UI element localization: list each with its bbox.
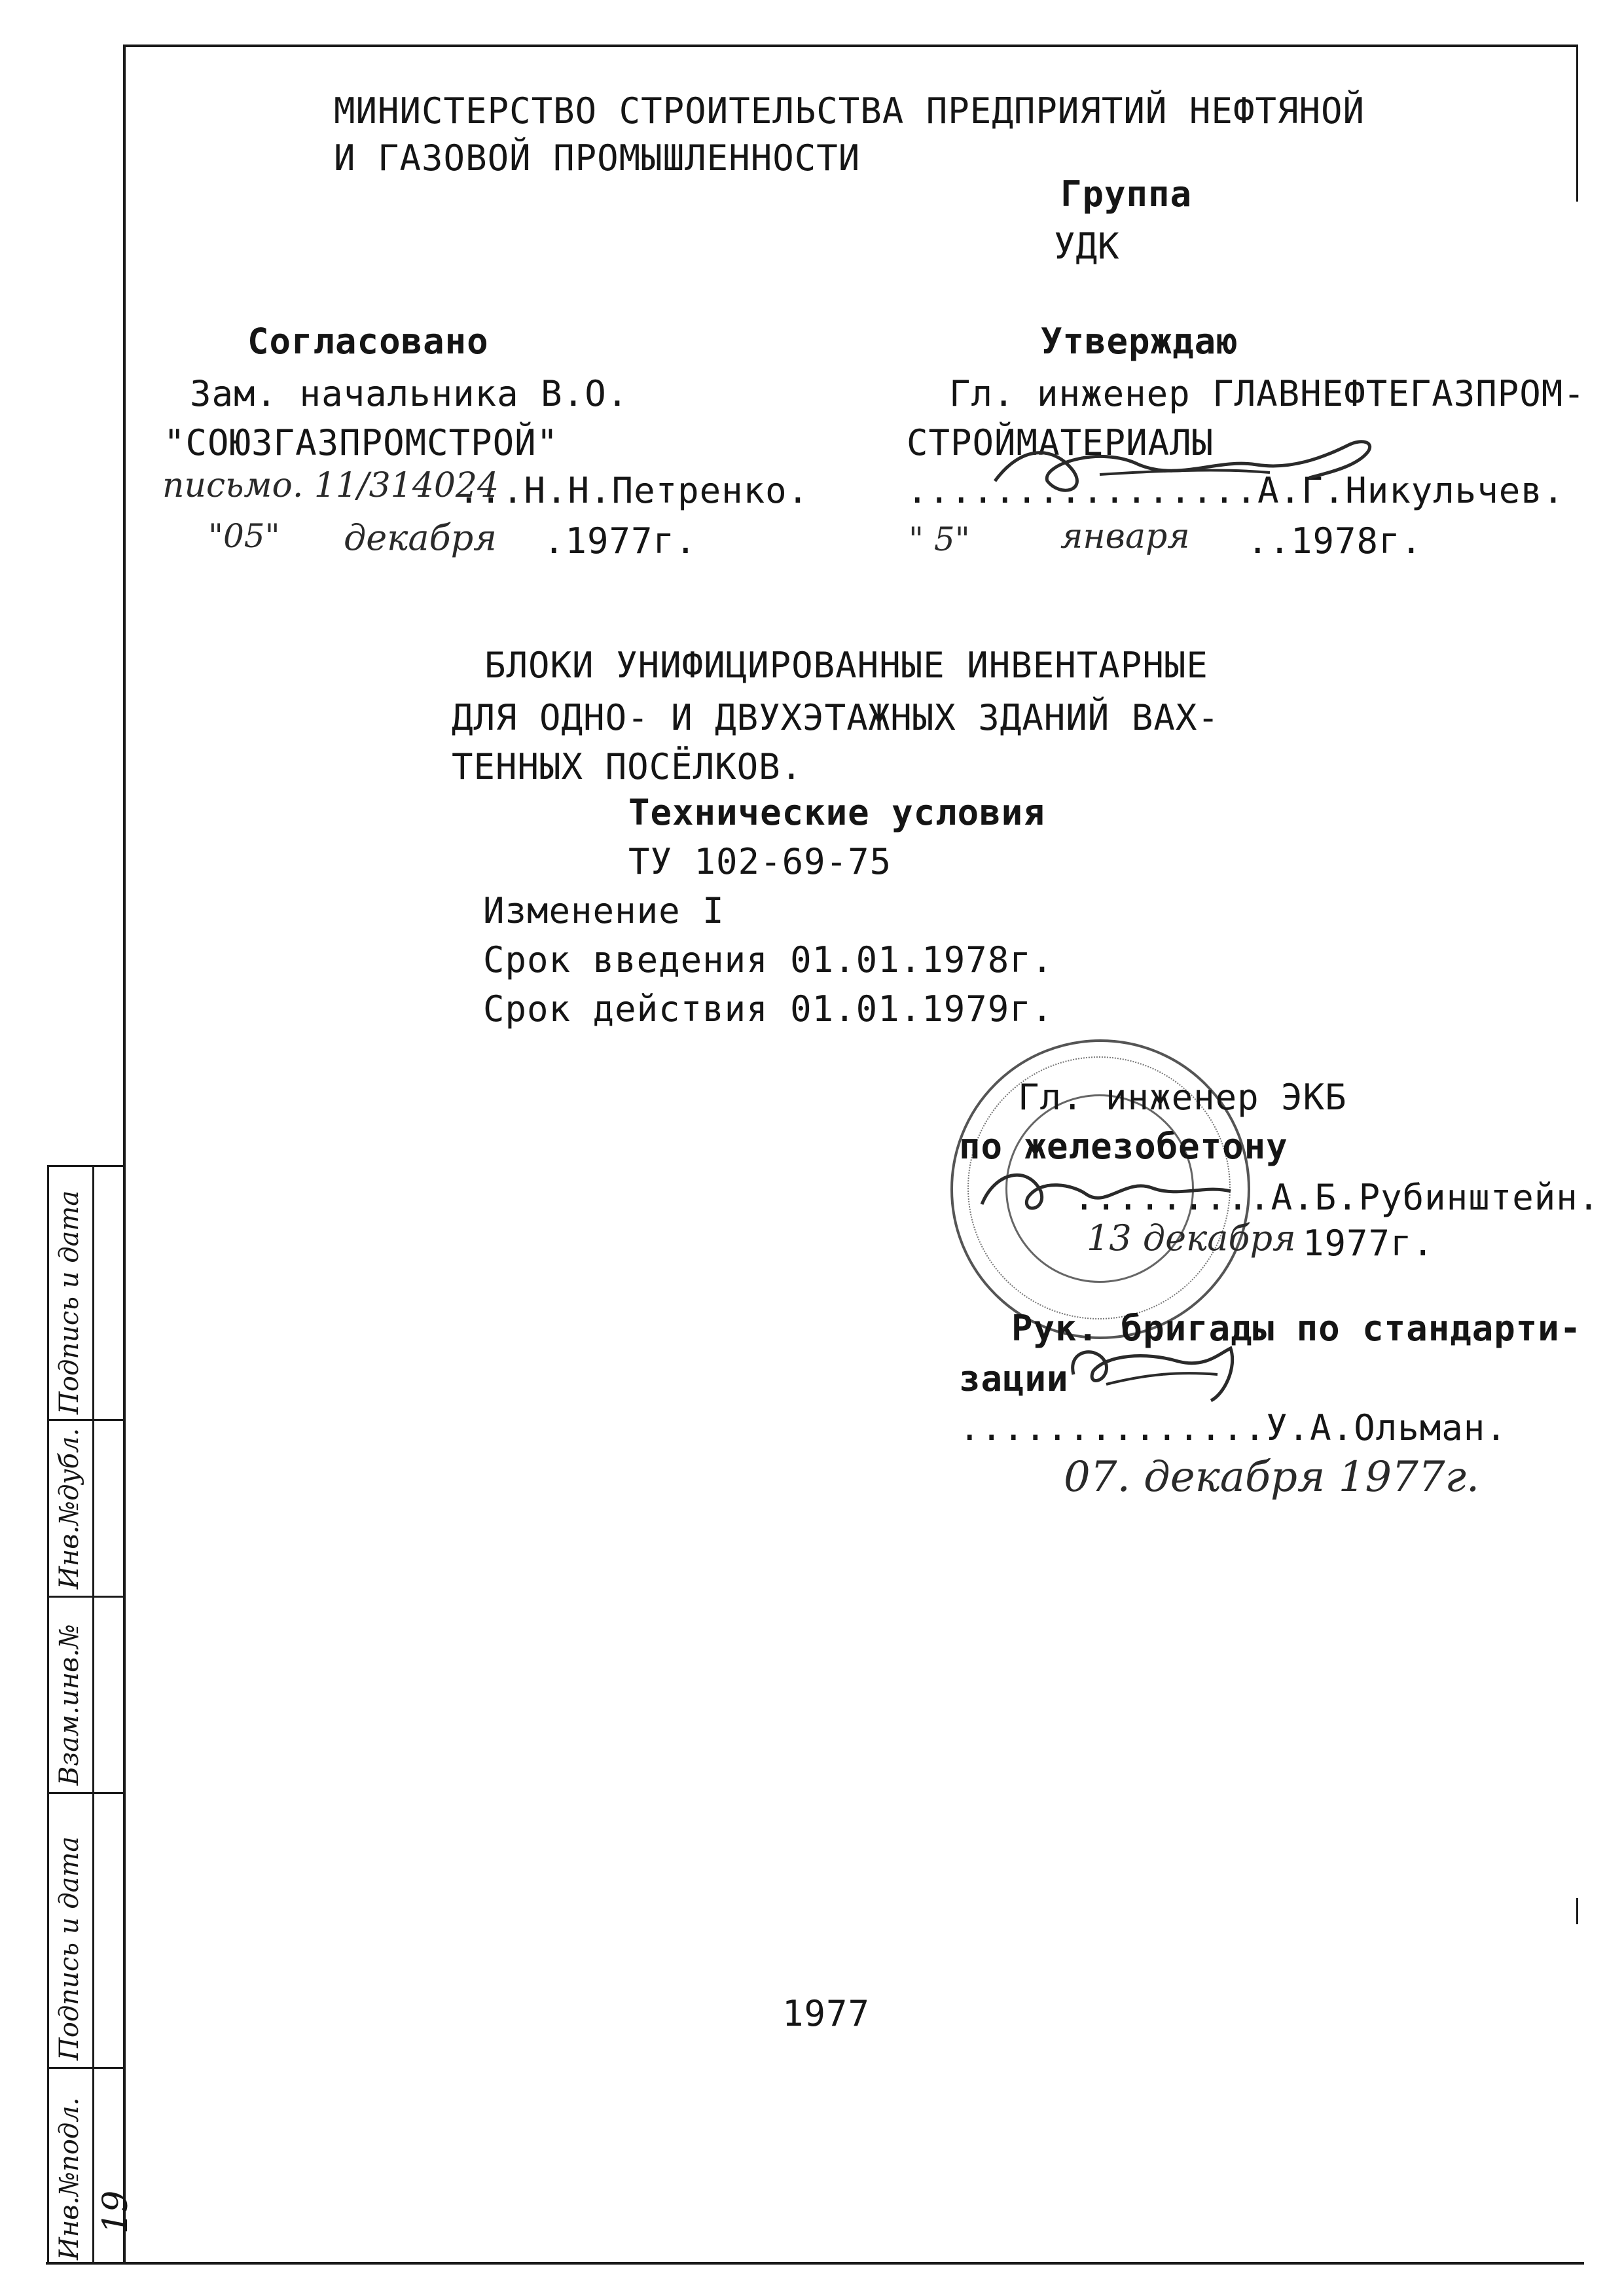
side-stamp-row-line <box>49 1596 125 1598</box>
standards-sign-line: ..............У.А.Ольман. <box>959 1407 1507 1448</box>
group-label: Группа <box>1060 173 1193 215</box>
standards-line-1: Рук. бригады по стандарти- <box>1011 1308 1582 1349</box>
ekb-date-handwritten: 13 декабря <box>1087 1217 1296 1259</box>
ekb-sign-line: .........А.Б.Рубинштейн. <box>1074 1177 1600 1218</box>
side-stamp-strip <box>47 1165 135 2263</box>
ekb-line-2: по железобетону <box>959 1126 1288 1167</box>
approved-signature <box>982 419 1388 504</box>
side-stamp-cell-sign-date-2: Подпись и дата <box>54 1190 84 1414</box>
standards-line-2: зации <box>959 1358 1069 1399</box>
standards-signature <box>1047 1335 1309 1407</box>
standards-date-handwritten: 07. декабря 1977г. <box>1064 1453 1480 1501</box>
side-stamp-cell-replace-inv: Взам.инв.№ <box>54 1624 84 1785</box>
approved-date-day: " 5" <box>909 520 970 558</box>
side-stamp-number: 19 <box>96 2190 135 2234</box>
side-stamp-row-line <box>49 2067 125 2069</box>
doc-subtitle: Технические условия <box>628 792 1045 833</box>
side-stamp-row-line <box>49 1792 125 1794</box>
agreed-line-1: Зам. начальника В.О. <box>190 373 629 414</box>
udk-label: УДК <box>1054 226 1120 267</box>
ministry-line-2: И ГАЗОВОЙ ПРОМЫШЛЕННОСТИ <box>334 137 861 179</box>
side-stamp-divider <box>92 1167 94 2263</box>
doc-intro-date: Срок введения 01.01.1978г. <box>483 939 1054 980</box>
ekb-date-year: 1977г. <box>1303 1223 1435 1264</box>
agreed-date-year: .1977г. <box>543 520 697 562</box>
ministry-line-1: МИНИСТЕРСТВО СТРОИТЕЛЬСТВА ПРЕДПРИЯТИЙ НЕФТЯНОЙ <box>334 90 1365 132</box>
footer-year: 1977 <box>782 1993 871 2034</box>
frame-top-border <box>124 45 1578 47</box>
doc-title-line-2: ДЛЯ ОДНО- И ДВУХЭТАЖНЫХ ЗДАНИЙ ВАХ- <box>452 697 1219 738</box>
approved-title: Утверждаю <box>1041 321 1238 362</box>
approved-line-1: Гл. инженер ГЛАВНЕФТЕГАЗПРОМ- <box>949 373 1585 414</box>
approved-sign-line: ................А.Г.Никульчев. <box>907 470 1565 511</box>
agreed-date-day: "05" <box>208 517 280 555</box>
side-stamp-row-line <box>49 1419 125 1421</box>
frame-right-border <box>1576 45 1578 202</box>
frame-bottom-border <box>46 2262 1584 2265</box>
doc-title-line-3: ТЕННЫХ ПОСЁЛКОВ. <box>452 746 803 787</box>
doc-valid-date: Срок действия 01.01.1979г. <box>483 988 1054 1030</box>
frame-right-mark <box>1576 1898 1578 1924</box>
agreed-letter-handwritten: письмо. 11/314024 <box>162 466 499 505</box>
approved-date-year: ..1978г. <box>1247 520 1423 562</box>
agreed-title: Согласовано <box>247 321 489 362</box>
approved-line-2: СТРОЙМАТЕРИАЛЫ <box>907 422 1214 463</box>
agreed-date-month-handwritten: декабря <box>344 517 497 558</box>
doc-title-line-1: БЛОКИ УНИФИЦИРОВАННЫЕ ИНВЕНТАРНЫЕ <box>484 645 1208 686</box>
side-stamp-cell-inv-orig: Инв.№подл. <box>54 2097 84 2260</box>
frame-left-border <box>123 45 126 2263</box>
agreed-letter-tail: ...Н.Н.Петренко. <box>458 470 810 511</box>
approved-date-month-handwritten: января <box>1060 517 1190 556</box>
agreed-line-2: "СОЮЗГАЗПРОМСТРОЙ" <box>164 422 559 463</box>
doc-code: ТУ 102-69-75 <box>628 841 892 882</box>
side-stamp-cell-inv-dup: Инв.№дубл. <box>54 1427 84 1589</box>
ekb-line-1: Гл. инженер ЭКБ <box>1018 1077 1347 1118</box>
side-stamp-cell-sign-date-1: Подпись и дата <box>54 1836 84 2060</box>
doc-change: Изменение I <box>483 890 725 931</box>
